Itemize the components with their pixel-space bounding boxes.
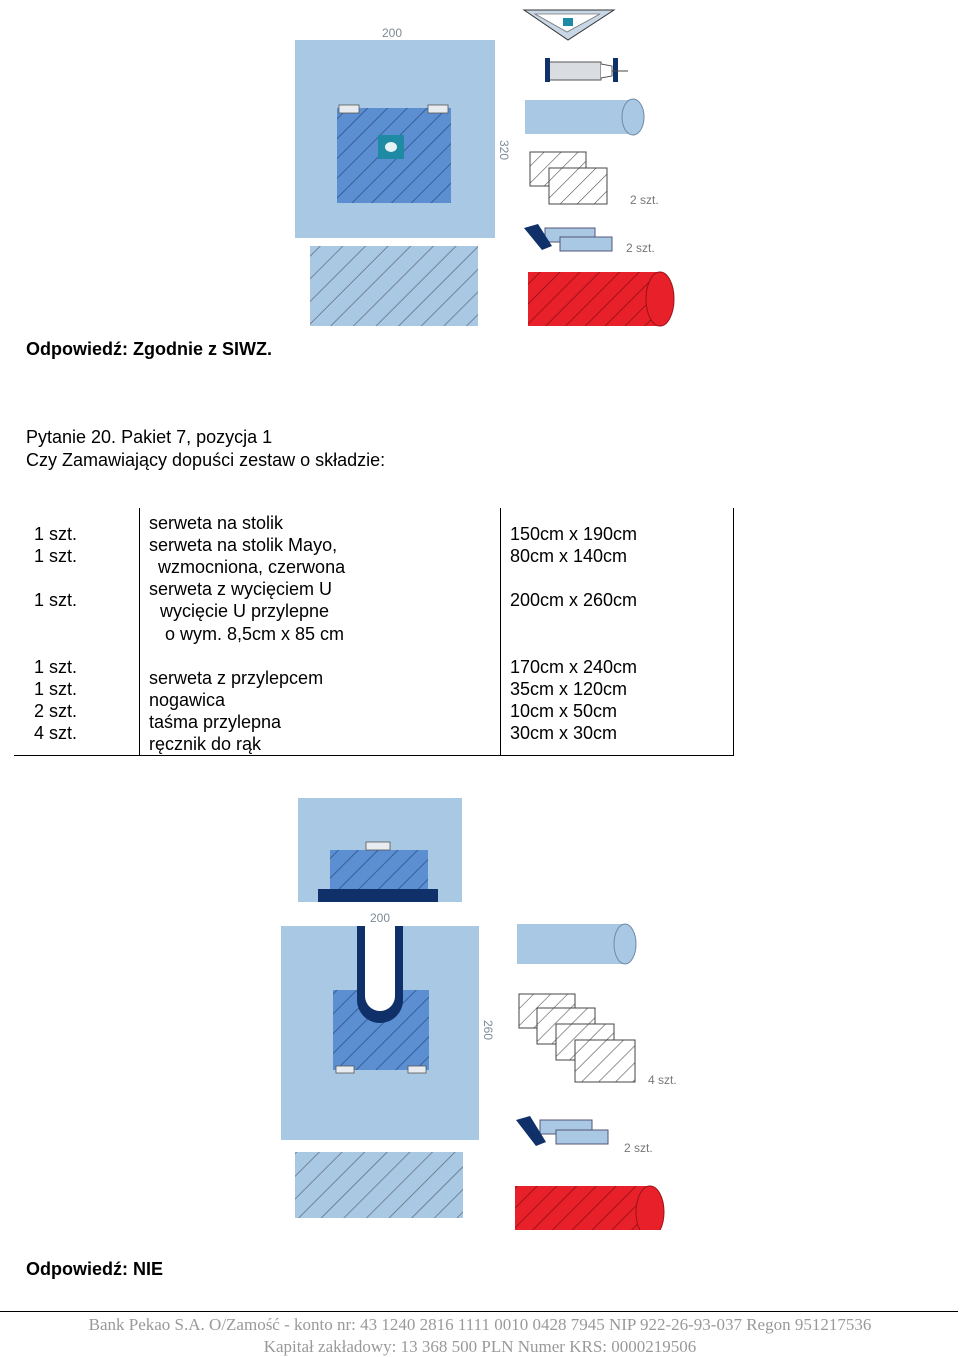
drape-height-label-2: 260 <box>481 1020 495 1041</box>
hatched-drape <box>310 246 478 326</box>
qty-label-b: 2 szt. <box>626 241 655 255</box>
footer-divider <box>0 1311 958 1312</box>
footer-capital-line: Kapitał zakładowy: 13 368 500 PLN Numer KRS: 0000219506 <box>263 1337 697 1356</box>
qty-label-a: 2 szt. <box>630 193 659 207</box>
answer-2: Odpowiedź: NIE <box>26 1259 163 1279</box>
item-size: 30cm x 30cm <box>510 723 618 743</box>
item-size: 10cm x 50cm <box>510 701 618 721</box>
hand-towels-stack-2 <box>519 994 635 1082</box>
drape-width-label: 200 <box>381 26 403 40</box>
red-mayo-cover-2 <box>515 1186 650 1230</box>
answer-1: Odpowiedź: Zgodnie z SIWZ. <box>26 339 272 359</box>
drape-width-label-2: 200 <box>369 911 391 925</box>
item-size: 200cm x 260cm <box>510 590 638 610</box>
item-size: 35cm x 120cm <box>510 679 628 699</box>
adhesive-tapes <box>524 224 612 251</box>
item-size: 150cm x 190cm <box>510 524 638 544</box>
item-name: serweta na stolik Mayo, <box>149 535 338 555</box>
qty-cell: 4 szt. <box>34 723 78 743</box>
hatched-drape-2 <box>295 1152 463 1218</box>
item-name: nogawica <box>149 690 226 710</box>
item-name: wzmocniona, czerwona <box>158 557 346 577</box>
item-name: serweta z przylepcem <box>149 668 324 688</box>
rolled-drape <box>525 100 635 134</box>
qty-cell: 1 szt. <box>34 657 78 677</box>
item-name: o wym. 8,5cm x 85 cm <box>165 624 345 644</box>
leg-cover <box>517 924 627 964</box>
qty-cell: 1 szt. <box>34 590 78 610</box>
qty-cell: 2 szt. <box>34 701 78 721</box>
item-name: taśma przylepna <box>149 712 282 732</box>
item-name: serweta z wycięciem U <box>149 579 333 599</box>
item-size: 80cm x 140cm <box>510 546 628 566</box>
footer-bank-line: Bank Pekao S.A. O/Zamość - konto nr: 43 1240 2816 1111 0010 0428 7945 NIP 922-26-93-037 Regon 951217536 <box>88 1315 872 1334</box>
drape-set-illustration-1 <box>0 0 960 340</box>
item-name: serweta na stolik <box>149 513 284 533</box>
qty-label-c: 4 szt. <box>648 1073 677 1087</box>
red-mayo-cover <box>528 272 660 326</box>
hand-towels-stack <box>530 152 607 204</box>
drape-set-illustration-2 <box>0 790 960 1230</box>
item-name: wycięcie U przylepne <box>160 601 330 621</box>
item-name: ręcznik do rąk <box>149 734 262 754</box>
qty-cell: 1 szt. <box>34 524 78 544</box>
qty-cell: 1 szt. <box>34 679 78 699</box>
qty-label-d: 2 szt. <box>624 1141 653 1155</box>
set-composition-table <box>14 508 734 756</box>
tape-item <box>547 62 601 80</box>
qty-cell: 1 szt. <box>34 546 78 566</box>
item-size: 170cm x 240cm <box>510 657 638 677</box>
question-text: Czy Zamawiający dopuści zestaw o składzie: <box>26 450 386 470</box>
drape-height-label: 320 <box>497 140 511 161</box>
question-title: Pytanie 20. Pakiet 7, pozycja 1 <box>26 427 273 447</box>
adhesive-tapes-2 <box>516 1116 608 1146</box>
